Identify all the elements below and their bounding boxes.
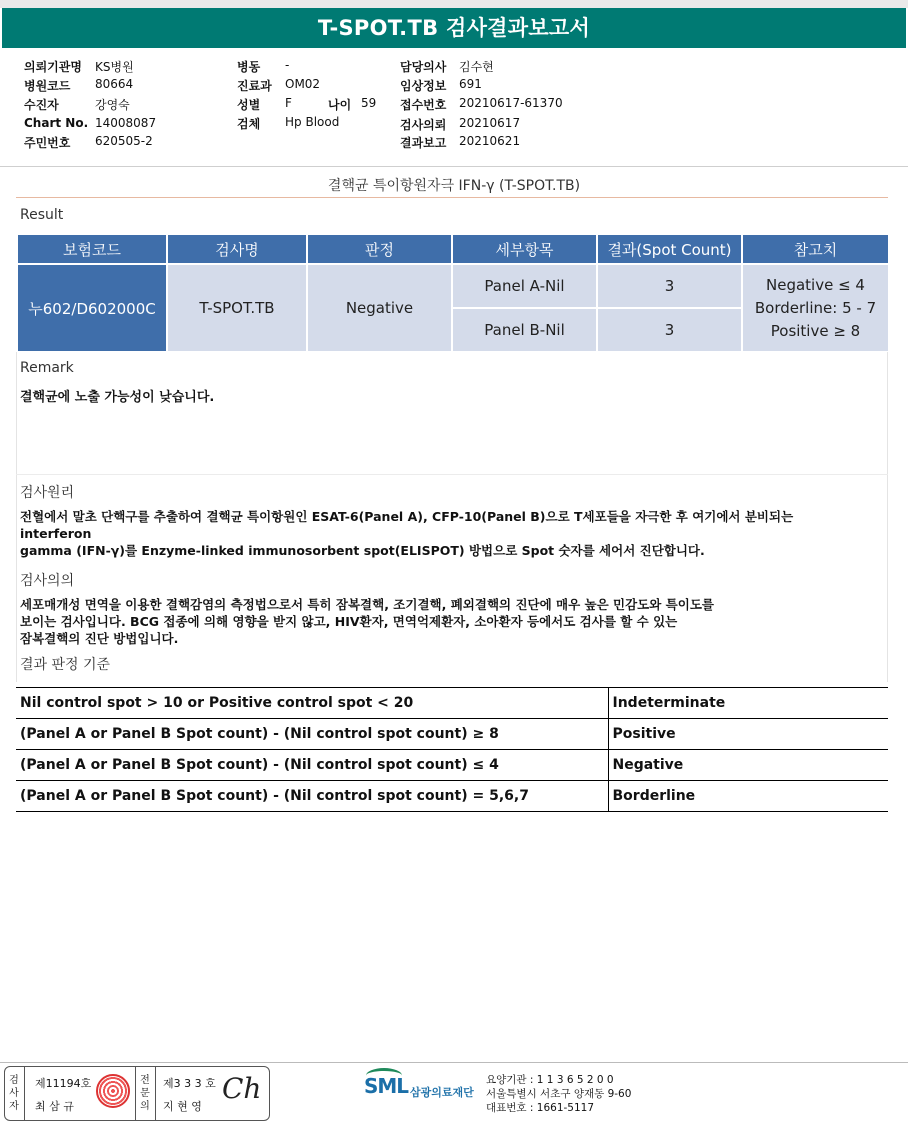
- remark-divider: [16, 474, 888, 475]
- patient-info: [0, 50, 908, 166]
- test-name: T-SPOT.TB: [167, 264, 307, 352]
- info-label: 주민번호: [24, 136, 71, 150]
- info-value: 20210621: [459, 134, 521, 148]
- criteria-label: 결과 판정 기준: [20, 657, 111, 673]
- info-value: 강영숙: [95, 98, 130, 112]
- header-judgement: 판정: [307, 234, 452, 264]
- sig-separator: [155, 1067, 156, 1120]
- info-value: 14008087: [95, 116, 157, 130]
- info-value: 691: [459, 77, 482, 91]
- remark-text: 결핵균에 노출 가능성이 낮습니다.: [20, 390, 215, 405]
- doctor-label-char: 문: [140, 1088, 150, 1099]
- org-line: 대표번호 : 1661-5117: [486, 1102, 595, 1114]
- info-value: 20210617-61370: [459, 96, 563, 110]
- title-underline: [16, 197, 888, 198]
- criteria-condition: (Panel A or Panel B Spot count) - (Nil control spot count) ≤ 4: [16, 750, 608, 781]
- result-header-row: [17, 234, 889, 264]
- header-spot-count: 결과(Spot Count): [597, 234, 742, 264]
- info-label: 성별: [237, 98, 261, 112]
- result-table: [16, 233, 890, 353]
- judgement: Negative: [307, 264, 452, 352]
- doctor-number: 제3 3 3 호: [163, 1077, 216, 1090]
- criteria-result: Negative: [608, 750, 888, 781]
- test-title: 결핵균 특이항원자극 IFN-γ (T-SPOT.TB): [327, 178, 581, 194]
- panel-item: Panel B-Nil: [452, 308, 597, 352]
- info-label: 결과보고: [400, 136, 447, 150]
- info-label: 접수번호: [400, 98, 447, 112]
- doctor-name: 지 현 영: [163, 1100, 202, 1113]
- doctor-label: [136, 1067, 154, 1120]
- seal-stamp-icon: [96, 1074, 130, 1108]
- info-label: 의뢰기관명: [24, 60, 82, 74]
- examiner-name: 최 삼 규: [35, 1100, 74, 1113]
- info-label: Chart No.: [24, 116, 89, 130]
- reference-values: [742, 264, 889, 352]
- table-row: [17, 264, 889, 308]
- criteria-condition: (Panel A or Panel B Spot count) - (Nil control spot count) ≥ 8: [16, 719, 608, 750]
- principle-line: interferon: [20, 526, 92, 541]
- header-test-name: 검사명: [167, 234, 307, 264]
- logo-arc-icon: [366, 1068, 402, 1083]
- significance-line: 잠복결핵의 진단 방법입니다.: [20, 631, 179, 646]
- info-value: 620505-2: [95, 134, 153, 148]
- table-row: [16, 719, 888, 750]
- doctor-label-char: 의: [140, 1101, 150, 1112]
- principle-label: 검사원리: [20, 485, 75, 501]
- sml-logo: [364, 1074, 474, 1099]
- spot-count: 3: [597, 308, 742, 352]
- table-row: [16, 781, 888, 812]
- left-rule: [16, 352, 17, 682]
- reference-line: Positive ≥ 8: [770, 321, 861, 340]
- top-strip: [0, 0, 908, 8]
- info-divider: [0, 166, 908, 167]
- reference-line: Borderline: 5 - 7: [754, 298, 877, 317]
- examiner-label-char: 검: [9, 1075, 19, 1086]
- significance-line: 세포매개성 면역을 이용한 결핵감염의 측정법으로서 특히 잠복결핵, 조기결핵, 폐외결핵의 진단에 매우 높은 민감도와 특이도를: [20, 597, 714, 612]
- info-label: 병동: [237, 60, 261, 74]
- significance-text: [20, 596, 895, 647]
- info-value: KS병원: [95, 60, 134, 74]
- criteria-result: Borderline: [608, 781, 888, 812]
- info-value: 김수현: [459, 60, 494, 74]
- info-label: 검체: [237, 117, 261, 131]
- info-label: 수진자: [24, 98, 59, 112]
- report-title: T-SPOT.TB 검사결과보고서: [2, 8, 906, 48]
- info-value: Hp Blood: [285, 115, 340, 129]
- table-row: [16, 688, 888, 719]
- info-label: 진료과: [237, 79, 272, 93]
- criteria-condition: (Panel A or Panel B Spot count) - (Nil control spot count) = 5,6,7: [16, 781, 608, 812]
- significance-line: 보이는 검사입니다. BCG 접종에 의해 영향을 받지 않고, HIV환자, 면역억제환자, 소아환자 등에서도 검사를 할 수 있는: [20, 614, 678, 629]
- principle-line: 전혈에서 말초 단핵구를 추출하여 결핵균 특이항원인 ESAT-6(Panel A), CFP-10(Panel B)으로 T세포들을 자극한 후 여기에서 분비되는: [20, 509, 794, 524]
- table-row: [16, 750, 888, 781]
- examiner-number: 제11194호: [35, 1077, 92, 1090]
- logo-text: SML: [364, 1074, 409, 1098]
- doctor-label-char: 전: [140, 1075, 150, 1086]
- reference-line: Negative ≤ 4: [766, 275, 865, 294]
- result-section-label: Result: [20, 207, 64, 223]
- org-line: 서울특별시 서초구 양재동 9-60: [486, 1088, 632, 1100]
- criteria-result: Positive: [608, 719, 888, 750]
- examiner-label: [5, 1067, 23, 1120]
- info-value: -: [285, 58, 290, 72]
- age-value: 59: [361, 96, 377, 110]
- criteria-condition: Nil control spot > 10 or Positive control spot < 20: [16, 688, 608, 719]
- organization-info: [486, 1073, 631, 1115]
- info-label: 병원코드: [24, 79, 71, 93]
- footer-divider: [0, 1062, 908, 1063]
- info-value: OM02: [285, 77, 321, 91]
- examiner-label-char: 사: [9, 1088, 19, 1099]
- panel-item: Panel A-Nil: [452, 264, 597, 308]
- info-value: 20210617: [459, 116, 521, 130]
- principle-line: gamma (IFN-γ)를 Enzyme-linked immunosorbent spot(ELISPOT) 방법으로 Spot 숫자를 세어서 진단합니다.: [20, 543, 705, 558]
- insurance-code: 누602/D602000C: [17, 264, 167, 352]
- header-insurance-code: 보험코드: [17, 234, 167, 264]
- doctor-signature: Ch: [222, 1072, 262, 1105]
- info-label: 담당의사: [400, 60, 447, 74]
- info-value: 80664: [95, 77, 134, 91]
- header-reference: 참고치: [742, 234, 889, 264]
- examiner-label-char: 자: [9, 1101, 19, 1112]
- sig-separator: [24, 1067, 25, 1120]
- remark-label: Remark: [20, 360, 74, 376]
- age-label: 나이: [328, 98, 352, 112]
- info-value: F: [285, 96, 292, 110]
- principle-text: [20, 508, 895, 559]
- org-line: 요양기관 : 1 1 3 6 5 2 0 0: [486, 1074, 614, 1086]
- criteria-table: [16, 687, 888, 812]
- spot-count: 3: [597, 264, 742, 308]
- header-detail-item: 세부항목: [452, 234, 597, 264]
- significance-label: 검사의의: [20, 573, 75, 589]
- info-label: 임상정보: [400, 79, 447, 93]
- foundation-name: 삼광의료재단: [410, 1086, 474, 1099]
- info-label: 검사의뢰: [400, 118, 447, 132]
- criteria-result: Indeterminate: [608, 688, 888, 719]
